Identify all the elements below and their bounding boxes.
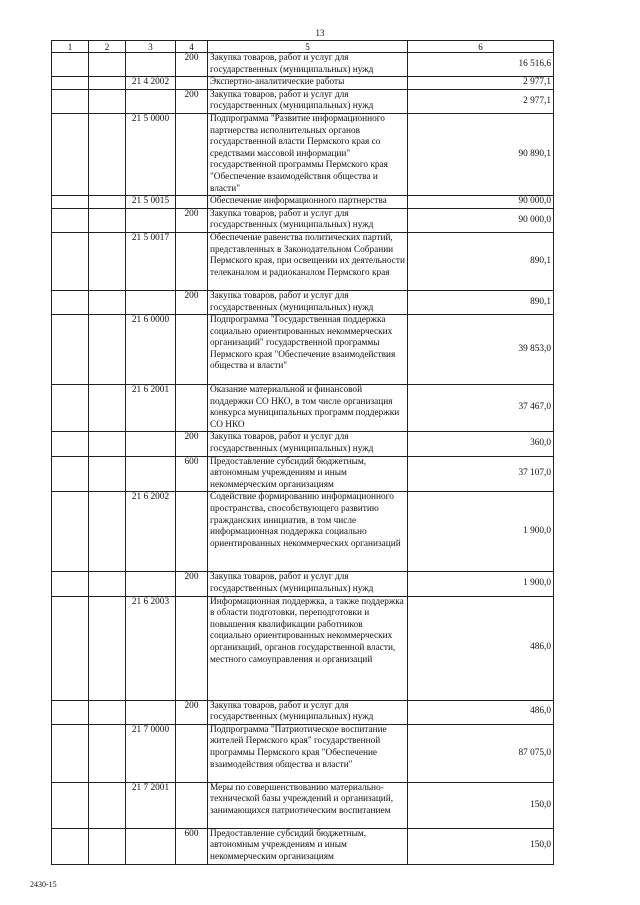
cell-col1	[52, 77, 89, 90]
cell-col2	[89, 208, 126, 232]
cell-target-code	[126, 208, 176, 232]
cell-expense-type	[176, 232, 208, 290]
cell-description: Закупка товаров, работ и услуг для государственных (муниципальных) нужд	[208, 432, 408, 456]
cell-amount: 2 977,1	[408, 77, 554, 90]
cell-amount: 16 516,6	[408, 53, 554, 77]
cell-description: Обеспечение равенства политических партий, представленных в Законодательном Собрании Пермского края, при освещении их деятельности телеканалом и радиоканалом Пермского края	[208, 232, 408, 290]
cell-description: Закупка товаров, работ и услуг для государственных (муниципальных) нужд	[208, 572, 408, 596]
cell-col1	[52, 113, 89, 195]
cell-amount: 1 900,0	[408, 492, 554, 572]
cell-col1	[52, 385, 89, 432]
cell-description: Закупка товаров, работ и услуг для государственных (муниципальных) нужд	[208, 208, 408, 232]
table-row	[52, 572, 554, 596]
cell-col1	[52, 196, 89, 209]
cell-col2	[89, 828, 126, 864]
cell-col2	[89, 572, 126, 596]
table-row	[52, 782, 554, 828]
column-header: 5	[208, 41, 408, 53]
table-row	[52, 315, 554, 385]
cell-target-code: 21 6 2003	[126, 596, 176, 700]
cell-target-code: 21 5 0000	[126, 113, 176, 195]
table-row	[52, 456, 554, 492]
cell-col2	[89, 113, 126, 195]
cell-description: Оказание материальной и финансовой поддержки СО НКО, в том числе организация конкурса муниципальных программ поддержки СО НКО	[208, 385, 408, 432]
cell-amount: 890,1	[408, 232, 554, 290]
page-number: 13	[315, 28, 325, 38]
cell-col2	[89, 77, 126, 90]
cell-target-code: 21 4 2002	[126, 77, 176, 90]
cell-amount: 150,0	[408, 782, 554, 828]
cell-expense-type	[176, 492, 208, 572]
cell-description: Предоставление субсидий бюджетным, автономным учреждениям и иным некоммерческим организациям	[208, 828, 408, 864]
cell-col2	[89, 724, 126, 782]
cell-target-code: 21 6 2002	[126, 492, 176, 572]
table-row	[52, 385, 554, 432]
cell-target-code: 21 7 0000	[126, 724, 176, 782]
cell-description: Подпрограмма "Развитие информационного партнерства исполнительных органов государственной власти Пермского края со средствами массовой информации" государственной программы Пермского края "Обеспечение взаимодействия общества и власти"	[208, 113, 408, 195]
cell-expense-type	[176, 724, 208, 782]
cell-target-code	[126, 432, 176, 456]
cell-target-code	[126, 89, 176, 113]
cell-target-code	[126, 828, 176, 864]
cell-target-code: 21 6 0000	[126, 315, 176, 385]
cell-description: Содействие формированию информационного пространства, способствующего развитию гражданских инициатив, в том числе информационная поддержка социально ориентированных некоммерческих организаций	[208, 492, 408, 572]
cell-expense-type: 200	[176, 53, 208, 77]
cell-col1	[52, 232, 89, 290]
cell-expense-type	[176, 77, 208, 90]
cell-amount: 360,0	[408, 432, 554, 456]
cell-target-code: 21 7 2001	[126, 782, 176, 828]
cell-target-code: 21 6 2001	[126, 385, 176, 432]
table-row	[52, 113, 554, 195]
table-row	[52, 77, 554, 90]
cell-col1	[52, 315, 89, 385]
cell-target-code: 21 5 0017	[126, 232, 176, 290]
cell-col1	[52, 724, 89, 782]
cell-description: Подпрограмма "Государственная поддержка социально ориентированных некоммерческих организаций" государственной программы Пермского края "Обеспечение взаимодействия общества и власти"	[208, 315, 408, 385]
cell-col2	[89, 782, 126, 828]
cell-expense-type: 200	[176, 89, 208, 113]
cell-expense-type	[176, 385, 208, 432]
cell-col1	[52, 492, 89, 572]
table-row	[52, 492, 554, 572]
cell-description: Информационная поддержка, а также поддержка в области подготовки, переподготовки и повышения квалификации работников социально ориентированных некоммерческих организаций, органов государственной власти, местного самоуправления и организаций	[208, 596, 408, 700]
table-row	[52, 700, 554, 724]
cell-amount: 1 900,0	[408, 572, 554, 596]
cell-col2	[89, 385, 126, 432]
cell-amount: 90 000,0	[408, 208, 554, 232]
cell-expense-type: 200	[176, 700, 208, 724]
cell-col2	[89, 196, 126, 209]
column-header: 4	[176, 41, 208, 53]
cell-expense-type: 200	[176, 208, 208, 232]
cell-description: Закупка товаров, работ и услуг для государственных (муниципальных) нужд	[208, 89, 408, 113]
column-header: 3	[126, 41, 176, 53]
cell-col2	[89, 232, 126, 290]
cell-description: Закупка товаров, работ и услуг для государственных (муниципальных) нужд	[208, 700, 408, 724]
cell-col1	[52, 700, 89, 724]
table-row	[52, 596, 554, 700]
table-row	[52, 290, 554, 314]
cell-target-code	[126, 290, 176, 314]
table-row	[52, 232, 554, 290]
cell-amount: 890,1	[408, 290, 554, 314]
cell-col2	[89, 456, 126, 492]
cell-col1	[52, 432, 89, 456]
column-header: 2	[89, 41, 126, 53]
cell-col2	[89, 700, 126, 724]
cell-description: Меры по совершенствованию материально-технической базы учреждений и организаций, занимающихся патриотическим воспитанием	[208, 782, 408, 828]
cell-target-code	[126, 572, 176, 596]
cell-col2	[89, 596, 126, 700]
cell-expense-type: 600	[176, 828, 208, 864]
cell-col2	[89, 315, 126, 385]
cell-expense-type	[176, 782, 208, 828]
cell-amount: 90 890,1	[408, 113, 554, 195]
cell-col1	[52, 828, 89, 864]
cell-col2	[89, 432, 126, 456]
cell-amount: 486,0	[408, 700, 554, 724]
cell-target-code: 21 5 0015	[126, 196, 176, 209]
cell-col1	[52, 208, 89, 232]
cell-expense-type	[176, 315, 208, 385]
cell-amount: 37 107,0	[408, 456, 554, 492]
table-row	[52, 432, 554, 456]
cell-description: Предоставление субсидий бюджетным, автономным учреждениям и иным некоммерческим организациям	[208, 456, 408, 492]
column-header: 1	[52, 41, 89, 53]
cell-expense-type	[176, 596, 208, 700]
table-row	[52, 196, 554, 209]
cell-col2	[89, 290, 126, 314]
document-code: 2430-15	[30, 880, 57, 889]
cell-col1	[52, 89, 89, 113]
cell-expense-type: 600	[176, 456, 208, 492]
cell-description: Закупка товаров, работ и услуг для государственных (муниципальных) нужд	[208, 290, 408, 314]
cell-amount: 90 000,0	[408, 196, 554, 209]
cell-col1	[52, 596, 89, 700]
cell-amount: 39 853,0	[408, 315, 554, 385]
cell-target-code	[126, 53, 176, 77]
table-row	[52, 53, 554, 77]
table-row	[52, 828, 554, 864]
table-row	[52, 724, 554, 782]
table-row	[52, 89, 554, 113]
cell-col1	[52, 572, 89, 596]
cell-description: Закупка товаров, работ и услуг для государственных (муниципальных) нужд	[208, 53, 408, 77]
cell-col1	[52, 456, 89, 492]
cell-expense-type: 200	[176, 572, 208, 596]
cell-expense-type	[176, 196, 208, 209]
cell-col1	[52, 290, 89, 314]
cell-amount: 37 467,0	[408, 385, 554, 432]
cell-target-code	[126, 456, 176, 492]
table-row	[52, 208, 554, 232]
cell-col1	[52, 782, 89, 828]
cell-col2	[89, 89, 126, 113]
cell-amount: 2 977,1	[408, 89, 554, 113]
budget-table	[51, 40, 554, 865]
cell-amount: 486,0	[408, 596, 554, 700]
cell-expense-type: 200	[176, 432, 208, 456]
cell-amount: 150,0	[408, 828, 554, 864]
cell-expense-type: 200	[176, 290, 208, 314]
cell-col2	[89, 53, 126, 77]
cell-col1	[52, 53, 89, 77]
cell-description: Подпрограмма "Патриотическое воспитание жителей Пермского края" государственной программы Пермского края "Обеспечение взаимодействия общества и власти"	[208, 724, 408, 782]
cell-description: Экспертно-аналитические работы	[208, 77, 408, 90]
cell-expense-type	[176, 113, 208, 195]
cell-amount: 87 075,0	[408, 724, 554, 782]
cell-description: Обеспечение информационного партнерства	[208, 196, 408, 209]
table-header-row	[52, 41, 554, 53]
cell-target-code	[126, 700, 176, 724]
column-header: 6	[408, 41, 554, 53]
cell-col2	[89, 492, 126, 572]
